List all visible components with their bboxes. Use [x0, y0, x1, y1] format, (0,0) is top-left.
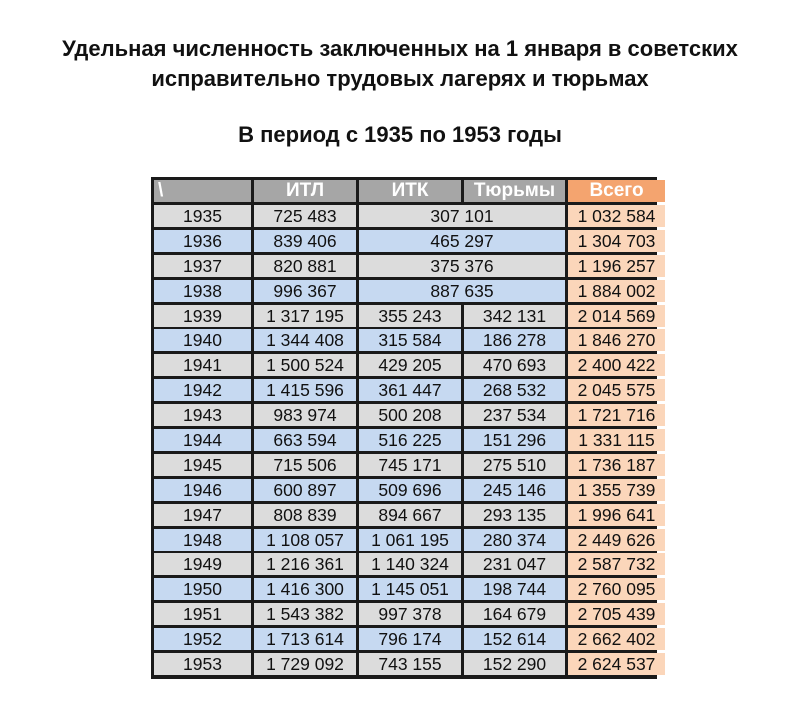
title-line-1: Удельная численность заключенных на 1 января в советских	[62, 36, 738, 61]
cell-total: 1 196 257	[568, 255, 665, 277]
cell-itl: 1 344 408	[254, 329, 356, 351]
cell-itl: 1 108 057	[254, 529, 356, 551]
table-row	[154, 628, 654, 650]
cell-year: 1947	[154, 504, 251, 526]
cell-itl: 1 500 524	[254, 354, 356, 376]
cell-itk: 1 145 051	[359, 578, 461, 600]
cell-year: 1936	[154, 230, 251, 252]
header-itk: ИТК	[359, 180, 461, 202]
cell-itl: 600 897	[254, 479, 356, 501]
cell-total: 2 705 439	[568, 603, 665, 625]
cell-total: 1 304 703	[568, 230, 665, 252]
cell-itk: 796 174	[359, 628, 461, 650]
cell-prisons: 152 290	[464, 653, 565, 675]
cell-year: 1935	[154, 205, 251, 227]
cell-year: 1949	[154, 553, 251, 575]
cell-total: 1 736 187	[568, 454, 665, 476]
cell-itl: 715 506	[254, 454, 356, 476]
cell-prisons: 293 135	[464, 504, 565, 526]
table-row	[154, 230, 654, 252]
cell-itk: 361 447	[359, 379, 461, 401]
cell-itk: 1 061 195	[359, 529, 461, 551]
table-row	[154, 578, 654, 600]
table-row	[154, 553, 654, 575]
title-line-2: исправительно трудовых лагерях и тюрьмах	[151, 66, 649, 91]
cell-itk-prisons: 375 376	[359, 255, 565, 277]
cell-total: 1 331 115	[568, 429, 665, 451]
cell-prisons: 164 679	[464, 603, 565, 625]
table-row	[154, 653, 654, 675]
cell-itk: 429 205	[359, 354, 461, 376]
table-body	[154, 205, 654, 675]
cell-year: 1943	[154, 404, 251, 426]
cell-year: 1939	[154, 305, 251, 327]
cell-total: 2 587 732	[568, 553, 665, 575]
cell-itk: 894 667	[359, 504, 461, 526]
table-row	[154, 280, 654, 302]
table-row	[154, 529, 654, 551]
cell-total: 1 032 584	[568, 205, 665, 227]
cell-itl: 820 881	[254, 255, 356, 277]
cell-prisons: 245 146	[464, 479, 565, 501]
cell-year: 1950	[154, 578, 251, 600]
cell-itl: 1 543 382	[254, 603, 356, 625]
cell-total: 1 846 270	[568, 329, 665, 351]
cell-year: 1944	[154, 429, 251, 451]
cell-prisons: 342 131	[464, 305, 565, 327]
cell-itl: 663 594	[254, 429, 356, 451]
cell-prisons: 470 693	[464, 354, 565, 376]
cell-itk: 1 140 324	[359, 553, 461, 575]
cell-itl: 1 415 596	[254, 379, 356, 401]
table-row	[154, 404, 654, 426]
cell-itl: 725 483	[254, 205, 356, 227]
cell-year: 1951	[154, 603, 251, 625]
table-row	[154, 255, 654, 277]
cell-total: 2 014 569	[568, 305, 665, 327]
cell-itk: 509 696	[359, 479, 461, 501]
cell-itk-prisons: 887 635	[359, 280, 565, 302]
cell-prisons: 231 047	[464, 553, 565, 575]
cell-itl: 983 974	[254, 404, 356, 426]
cell-prisons: 280 374	[464, 529, 565, 551]
cell-total: 2 760 095	[568, 578, 665, 600]
cell-itk: 315 584	[359, 329, 461, 351]
cell-year: 1953	[154, 653, 251, 675]
cell-itk-prisons: 465 297	[359, 230, 565, 252]
table-header	[154, 180, 654, 202]
cell-total: 1 355 739	[568, 479, 665, 501]
cell-itk: 743 155	[359, 653, 461, 675]
table-row	[154, 504, 654, 526]
cell-prisons: 268 532	[464, 379, 565, 401]
cell-itl: 1 216 361	[254, 553, 356, 575]
table-row	[154, 454, 654, 476]
table-row	[154, 205, 654, 227]
cell-year: 1941	[154, 354, 251, 376]
header-year: \	[154, 180, 251, 202]
cell-total: 1 996 641	[568, 504, 665, 526]
cell-itl: 1 317 195	[254, 305, 356, 327]
cell-total: 2 662 402	[568, 628, 665, 650]
cell-itk: 500 208	[359, 404, 461, 426]
table-row	[154, 379, 654, 401]
table-row	[154, 479, 654, 501]
cell-itl: 1 713 614	[254, 628, 356, 650]
cell-prisons: 237 534	[464, 404, 565, 426]
cell-year: 1952	[154, 628, 251, 650]
cell-prisons: 152 614	[464, 628, 565, 650]
cell-total: 2 400 422	[568, 354, 665, 376]
page-title	[0, 34, 800, 94]
table-row	[154, 354, 654, 376]
cell-total: 2 624 537	[568, 653, 665, 675]
cell-itl: 808 839	[254, 504, 356, 526]
cell-total: 2 449 626	[568, 529, 665, 551]
header-itl: ИТЛ	[254, 180, 356, 202]
cell-total: 2 045 575	[568, 379, 665, 401]
cell-itl: 839 406	[254, 230, 356, 252]
table-row	[154, 603, 654, 625]
table-row	[154, 429, 654, 451]
cell-prisons: 198 744	[464, 578, 565, 600]
cell-total: 1 721 716	[568, 404, 665, 426]
cell-year: 1942	[154, 379, 251, 401]
cell-year: 1937	[154, 255, 251, 277]
cell-prisons: 275 510	[464, 454, 565, 476]
cell-itk: 997 378	[359, 603, 461, 625]
cell-itl: 1 729 092	[254, 653, 356, 675]
table-row	[154, 305, 654, 327]
cell-itl: 996 367	[254, 280, 356, 302]
cell-year: 1940	[154, 329, 251, 351]
cell-itk: 355 243	[359, 305, 461, 327]
cell-prisons: 151 296	[464, 429, 565, 451]
cell-itk: 516 225	[359, 429, 461, 451]
cell-year: 1945	[154, 454, 251, 476]
cell-itk: 745 171	[359, 454, 461, 476]
cell-year: 1948	[154, 529, 251, 551]
cell-itk-prisons: 307 101	[359, 205, 565, 227]
table-row	[154, 329, 654, 351]
header-total: Всего	[568, 180, 665, 202]
page-subtitle: В период с 1935 по 1953 годы	[238, 122, 562, 147]
header-prisons: Тюрьмы	[464, 180, 565, 202]
cell-year: 1938	[154, 280, 251, 302]
cell-prisons: 186 278	[464, 329, 565, 351]
cell-total: 1 884 002	[568, 280, 665, 302]
cell-itl: 1 416 300	[254, 578, 356, 600]
cell-year: 1946	[154, 479, 251, 501]
prisoners-table	[151, 177, 657, 679]
